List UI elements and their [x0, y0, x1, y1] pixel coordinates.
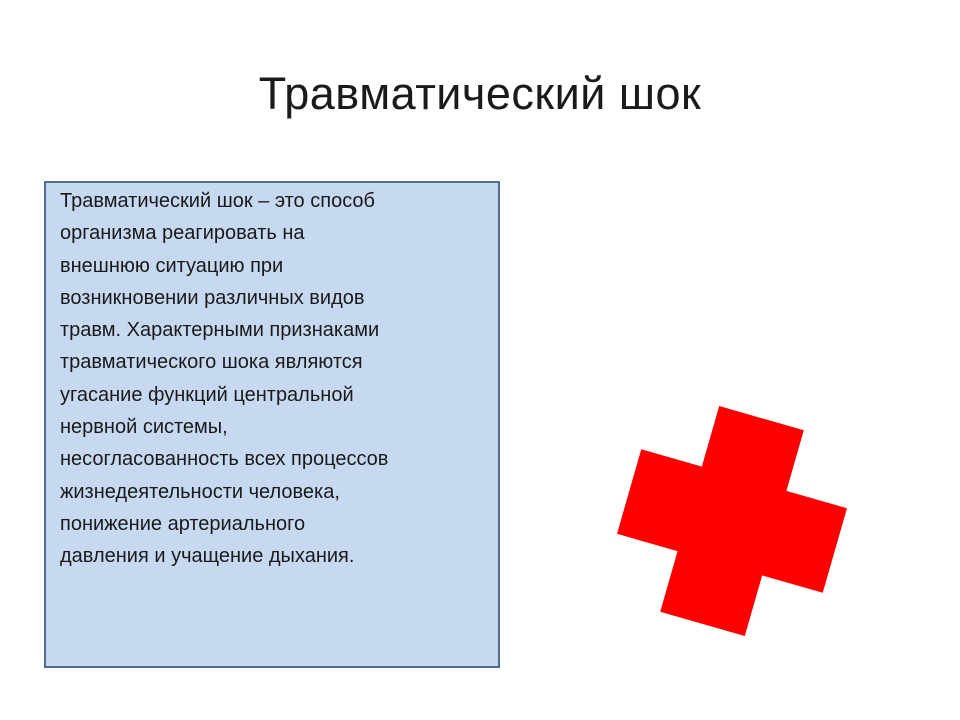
description-text: Травматический шок – это способ организма реагировать на внешнюю ситуацию при возникновении различных видов травм. Характерными признаками травматического шока являются угасание функций центральной нервной системы, несогласованность всех процессов жизнедеятельности человека, понижение артериального давления и учащение дыхания. [60, 190, 389, 568]
slide-title: Травматический шок [258, 68, 702, 119]
cross-vertical-bar [660, 406, 804, 636]
cross-horizontal-bar [617, 449, 847, 593]
description-textbox [44, 181, 500, 668]
